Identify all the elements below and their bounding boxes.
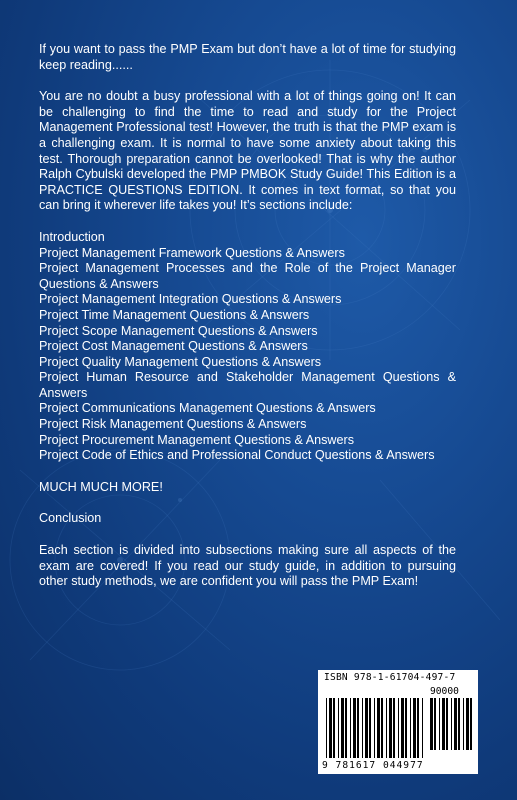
isbn-number: ISBN 978-1-61704-497-7 (324, 672, 456, 683)
description-paragraph: You are no doubt a busy professional with a lot of things going on! It can be challenging to find the time to read and study for the Project Management Professional test! However, the truth is that the PMP exam is a challenging exam. It is normal to have some anxiety about taking this test. Thorough preparation cannot be overlooked! That is why the author Ralph Cybulski developed the PMP PMBOK Study Guide! This Edition is a PRACTICE QUESTIONS EDITION. It comes in text format, so that you can bring it wherever life takes you! It’s sections include: (39, 89, 456, 213)
list-item: Project Cost Management Questions & Answers (39, 339, 308, 354)
list-item: Project Time Management Questions & Answers (39, 307, 310, 322)
list-item: Introduction (39, 229, 105, 244)
more-text: MUCH MUCH MORE! (39, 479, 163, 494)
list-item: Project Management Processes and the Role of the Project Manager Questions & Answers (39, 261, 456, 291)
list-item: Project Communications Management Questions & Answers (39, 401, 376, 416)
list-item: Project Management Integration Questions & Answers (39, 292, 342, 307)
list-item: Project Management Framework Questions & Answers (39, 245, 345, 260)
barcode-digits: 9 781617 044977 (322, 760, 424, 771)
addon-barcode-bars (430, 698, 474, 750)
list-item: Project Risk Management Questions & Answers (39, 417, 307, 432)
sections-list (39, 230, 456, 464)
list-item: Project Scope Management Questions & Answers (39, 323, 318, 338)
isbn-barcode (318, 670, 478, 774)
intro-paragraph: If you want to pass the PMP Exam but don’t have a lot of time for studying keep reading...... (39, 42, 456, 72)
conclusion-heading: Conclusion (39, 511, 102, 526)
list-item: Project Human Resource and Stakeholder Management Questions & Answers (39, 370, 456, 400)
price-code: 90000 (430, 686, 459, 697)
list-item: Project Code of Ethics and Professional Conduct Questions & Answers (39, 448, 435, 463)
closing-paragraph: Each section is divided into subsections making sure all aspects of the exam are covered! If you read our study guide, in addition to pursuing other study methods, we are confident you will pass the PMP Exam! (39, 543, 456, 589)
barcode-bars (326, 698, 426, 758)
back-cover-text (39, 42, 456, 606)
list-item: Project Procurement Management Questions & Answers (39, 432, 354, 447)
list-item: Project Quality Management Questions & Answers (39, 354, 322, 369)
